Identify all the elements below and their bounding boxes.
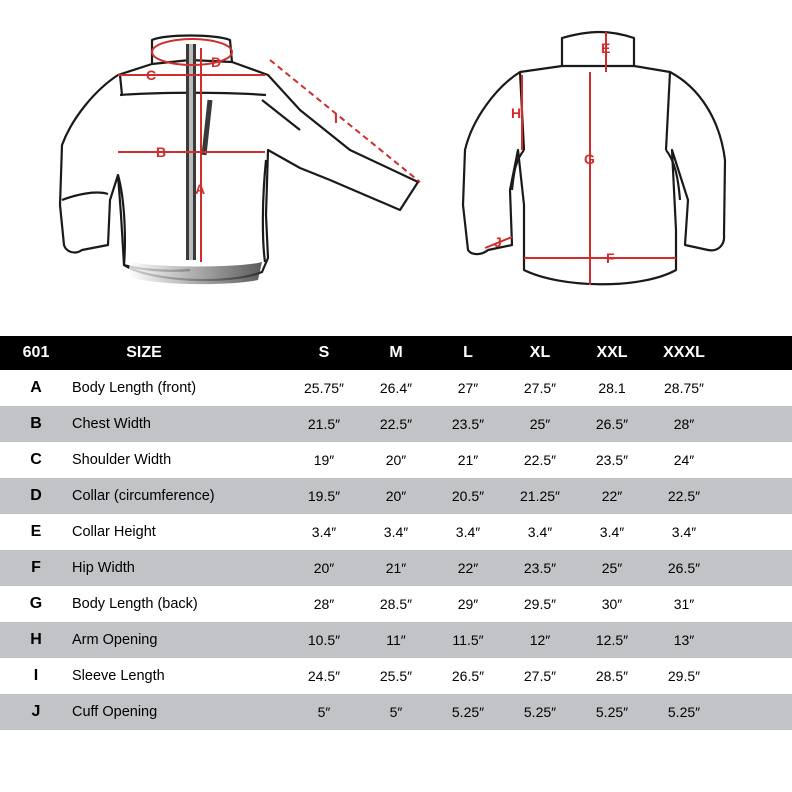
jacket-diagram bbox=[0, 0, 792, 335]
measure-code: G bbox=[29, 595, 43, 612]
measure-value: 13″ bbox=[673, 632, 695, 648]
measure-code: E bbox=[30, 523, 42, 540]
measure-value: 19.5″ bbox=[307, 488, 341, 504]
measure-value: 24.5″ bbox=[307, 668, 341, 684]
table-row bbox=[0, 550, 792, 586]
measure-value: 28.75″ bbox=[664, 380, 704, 396]
back-measure-lines bbox=[485, 32, 676, 285]
back-label-j: J bbox=[494, 234, 502, 250]
size-header-xxl: XXL bbox=[596, 344, 628, 361]
measure-name: Hip Width bbox=[72, 560, 135, 576]
front-label-b: B bbox=[156, 144, 167, 160]
measure-code: C bbox=[30, 451, 42, 468]
table-row bbox=[0, 406, 792, 442]
measure-name: Shoulder Width bbox=[72, 452, 172, 468]
jacket-illustration bbox=[0, 0, 792, 335]
measure-name: Collar (circumference) bbox=[72, 488, 215, 504]
measure-value: 3.4″ bbox=[599, 524, 625, 540]
measure-value: 23.5″ bbox=[451, 416, 485, 432]
measure-value: 30″ bbox=[601, 596, 623, 612]
measure-code: I bbox=[33, 667, 39, 684]
measure-value: 27″ bbox=[457, 380, 479, 396]
measure-value: 3.4″ bbox=[671, 524, 697, 540]
measure-name: Collar Height bbox=[72, 524, 156, 540]
table-body bbox=[0, 370, 792, 730]
front-jacket-outline bbox=[60, 36, 418, 281]
measure-value: 29.5″ bbox=[667, 668, 701, 684]
measure-value: 22.5″ bbox=[667, 488, 701, 504]
table-row bbox=[0, 622, 792, 658]
back-label-h: H bbox=[511, 105, 522, 121]
measure-value: 3.4″ bbox=[311, 524, 337, 540]
measure-value: 22″ bbox=[457, 560, 479, 576]
measure-value: 28.1 bbox=[598, 380, 626, 396]
measure-value: 5″ bbox=[317, 704, 331, 720]
size-header-s: S bbox=[318, 344, 330, 361]
measure-code: D bbox=[30, 487, 42, 504]
measure-value: 25″ bbox=[529, 416, 551, 432]
measure-value: 5.25″ bbox=[523, 704, 557, 720]
measure-value: 23.5″ bbox=[523, 560, 557, 576]
measure-value: 3.4″ bbox=[455, 524, 481, 540]
measure-value: 26.5″ bbox=[667, 560, 701, 576]
measure-value: 20″ bbox=[385, 488, 407, 504]
measure-value: 12″ bbox=[529, 632, 551, 648]
chest-pocket-zip bbox=[204, 100, 210, 155]
measure-value: 22″ bbox=[601, 488, 623, 504]
measure-value: 11.5″ bbox=[452, 632, 484, 648]
table-row bbox=[0, 514, 792, 550]
measure-value: 20″ bbox=[385, 452, 407, 468]
measure-value: 5.25″ bbox=[595, 704, 629, 720]
measure-value: 12.5″ bbox=[595, 632, 629, 648]
measure-name: Sleeve Length bbox=[72, 668, 165, 684]
measure-value: 21.25″ bbox=[520, 488, 560, 504]
model-number: 601 bbox=[22, 344, 50, 361]
measure-value: 28.5″ bbox=[379, 596, 413, 612]
measure-value: 11″ bbox=[386, 632, 406, 648]
measure-value: 3.4″ bbox=[383, 524, 409, 540]
size-header-m: M bbox=[389, 344, 403, 361]
measure-name: Cuff Opening bbox=[72, 704, 158, 720]
table-row bbox=[0, 694, 792, 730]
measure-value: 23.5″ bbox=[595, 452, 629, 468]
measure-value: 10.5″ bbox=[307, 632, 341, 648]
front-label-d: D bbox=[211, 54, 222, 70]
measure-value: 3.4″ bbox=[527, 524, 553, 540]
hem-band bbox=[128, 262, 262, 284]
measure-name: Arm Opening bbox=[72, 632, 158, 648]
back-label-e: E bbox=[601, 40, 611, 56]
table-row bbox=[0, 370, 792, 406]
size-column-label: SIZE bbox=[126, 344, 162, 361]
measure-value: 26.4″ bbox=[379, 380, 413, 396]
measure-value: 21″ bbox=[385, 560, 407, 576]
size-chart-table bbox=[0, 336, 792, 730]
size-header-xxxl: XXXL bbox=[663, 344, 705, 361]
measure-value: 5.25″ bbox=[451, 704, 485, 720]
measure-value: 19″ bbox=[313, 452, 335, 468]
measure-value: 28″ bbox=[313, 596, 335, 612]
measure-value: 5″ bbox=[389, 704, 403, 720]
measure-value: 27.5″ bbox=[523, 380, 557, 396]
front-label-a: A bbox=[195, 181, 206, 197]
measure-code: A bbox=[30, 379, 42, 396]
measure-value: 29″ bbox=[457, 596, 479, 612]
table-row bbox=[0, 442, 792, 478]
measure-value: 25.5″ bbox=[379, 668, 413, 684]
measure-value: 20.5″ bbox=[451, 488, 485, 504]
measure-value: 28″ bbox=[673, 416, 695, 432]
measure-value: 25″ bbox=[601, 560, 623, 576]
measure-value: 27.5″ bbox=[523, 668, 557, 684]
front-label-c: C bbox=[146, 67, 157, 83]
measure-value: 21″ bbox=[457, 452, 479, 468]
measure-value: 31″ bbox=[673, 596, 695, 612]
measure-code: H bbox=[30, 631, 42, 648]
front-label-i: I bbox=[334, 110, 338, 126]
measure-value: 22.5″ bbox=[379, 416, 413, 432]
measure-value: 26.5″ bbox=[595, 416, 629, 432]
measure-value: 26.5″ bbox=[451, 668, 485, 684]
size-header-xl: XL bbox=[529, 344, 551, 361]
table-row bbox=[0, 658, 792, 694]
measure-value: 20″ bbox=[313, 560, 335, 576]
back-label-f: F bbox=[606, 250, 615, 266]
measure-name: Chest Width bbox=[72, 416, 151, 432]
measure-value: 21.5″ bbox=[307, 416, 341, 432]
measure-name: Body Length (back) bbox=[72, 596, 198, 612]
back-label-g: G bbox=[584, 151, 595, 167]
table-header bbox=[0, 336, 792, 370]
table-row bbox=[0, 586, 792, 622]
measure-value: 29.5″ bbox=[523, 596, 557, 612]
measure-code: B bbox=[30, 415, 42, 432]
table-row bbox=[0, 478, 792, 514]
measure-value: 28.5″ bbox=[595, 668, 629, 684]
measure-value: 5.25″ bbox=[667, 704, 701, 720]
size-header-l: L bbox=[463, 344, 473, 361]
measure-value: 22.5″ bbox=[523, 452, 557, 468]
measure-code: F bbox=[31, 559, 41, 576]
measure-name: Body Length (front) bbox=[72, 380, 197, 396]
measure-code: J bbox=[31, 703, 41, 720]
measure-value: 24″ bbox=[673, 452, 695, 468]
measure-value: 25.75″ bbox=[304, 380, 344, 396]
